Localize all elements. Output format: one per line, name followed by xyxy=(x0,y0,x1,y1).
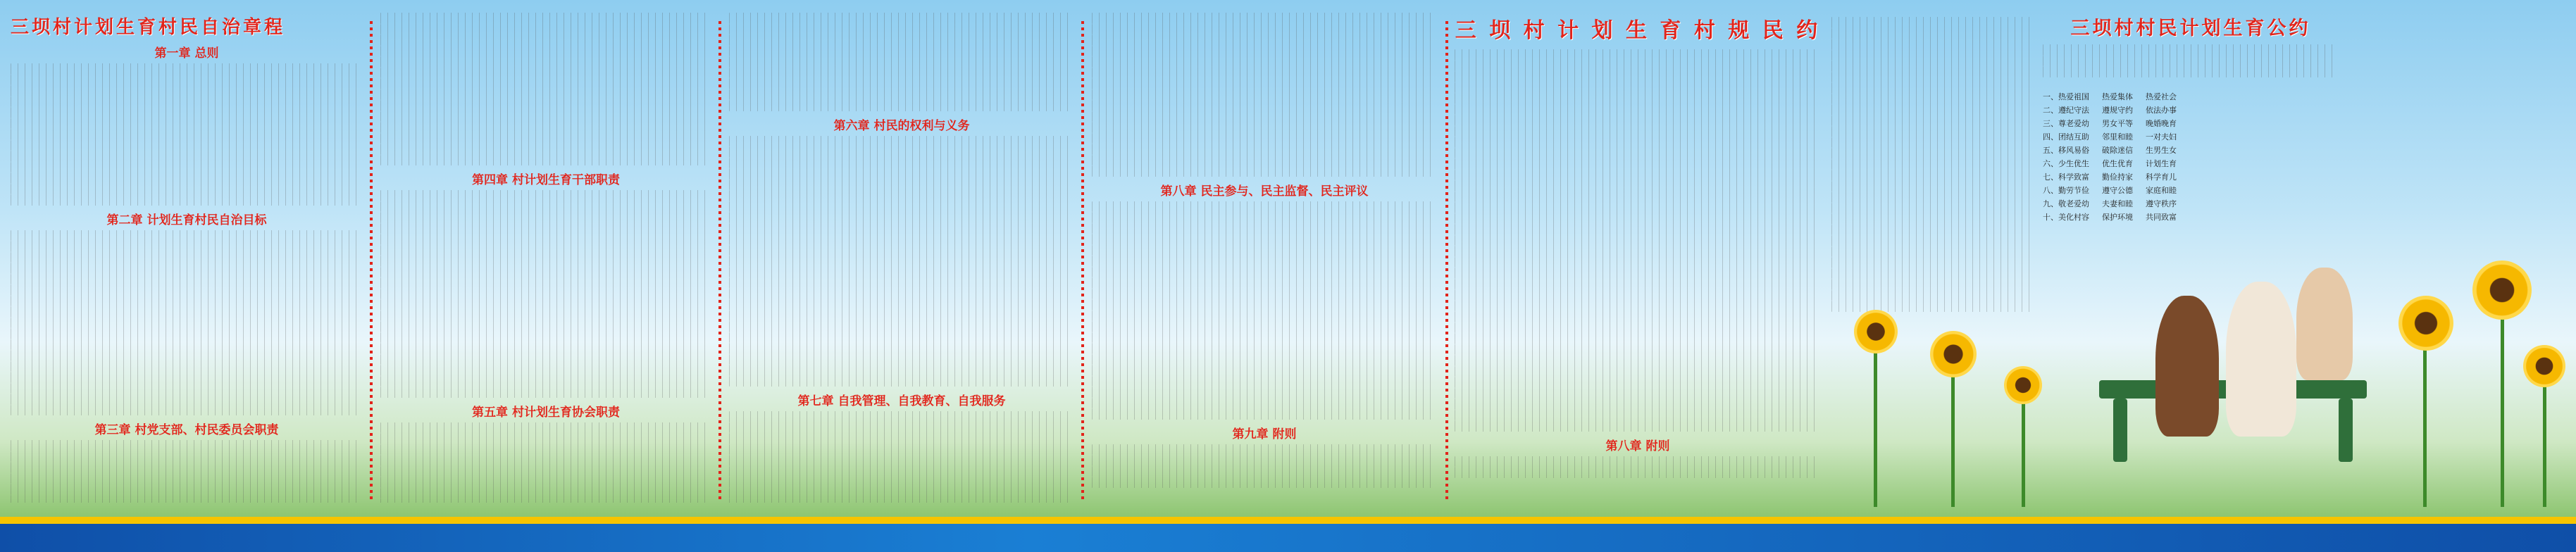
rule-item: 晚婚晚育 xyxy=(2146,119,2177,128)
rule-item: 六、少生优生 xyxy=(2043,159,2089,168)
panel-charter-1 xyxy=(11,13,363,503)
panel-village-rules xyxy=(1455,13,1821,503)
park-bench-legs xyxy=(2339,399,2353,462)
panel-charter-4 xyxy=(1092,13,1437,503)
rule-item: 二、遵纪守法 xyxy=(2043,106,2089,115)
rule-item: 邻里和睦 xyxy=(2102,132,2133,142)
decorative-band xyxy=(0,517,2576,524)
dotted-divider xyxy=(370,21,373,503)
decorative-band xyxy=(0,524,2576,552)
sunflower-icon xyxy=(2004,366,2042,404)
panel-title: 三坝村计划生育村民自治章程 xyxy=(11,17,286,38)
family-member xyxy=(2155,296,2219,437)
rule-item: 一、热爱祖国 xyxy=(2043,92,2089,101)
rule-item: 保护环境 xyxy=(2102,213,2133,222)
rule-item: 遵守公德 xyxy=(2102,186,2133,195)
pact-rules xyxy=(2043,90,2339,224)
rules-left-column xyxy=(2043,90,2089,224)
dotted-divider xyxy=(1081,21,1084,503)
chapter-heading: 第八章 民主参与、民主监督、民主评议 xyxy=(1160,184,1369,199)
rule-item: 遵规守约 xyxy=(2102,106,2133,115)
dotted-divider xyxy=(718,21,721,503)
rule-item: 生男生女 xyxy=(2146,146,2177,155)
rule-item: 勤俭持家 xyxy=(2102,172,2133,182)
rule-item: 一对夫妇 xyxy=(2146,132,2177,142)
chapter-heading: 第六章 村民的权利与义务 xyxy=(833,118,970,133)
rule-item: 八、勤劳节俭 xyxy=(2043,186,2089,195)
chapter-heading: 第一章 总则 xyxy=(154,46,219,61)
sunflower-icon xyxy=(2523,345,2565,387)
chapter-heading: 第五章 村计划生育协会职责 xyxy=(472,405,620,420)
rule-item: 夫妻和睦 xyxy=(2102,199,2133,208)
rule-item: 热爱集体 xyxy=(2102,92,2133,101)
chapter-heading: 第三章 村党支部、村民委员会职责 xyxy=(94,423,279,437)
park-bench-legs xyxy=(2113,399,2127,462)
rule-item: 共同致富 xyxy=(2146,213,2177,222)
family-member xyxy=(2296,268,2353,380)
rule-item: 依法办事 xyxy=(2146,106,2177,115)
rule-item: 四、团结互助 xyxy=(2043,132,2089,142)
panel-charter-2 xyxy=(380,13,711,503)
rule-item: 遵守秩序 xyxy=(2146,199,2177,208)
rule-item: 七、科学致富 xyxy=(2043,172,2089,182)
chapter-heading: 第八章 附则 xyxy=(1605,439,1670,453)
sunflower-icon xyxy=(1930,331,1977,377)
sunflower-icon xyxy=(2398,296,2453,351)
family-sunflower-photo xyxy=(1846,253,2571,507)
rule-item: 优生优育 xyxy=(2102,159,2133,168)
chapter-heading: 第九章 附则 xyxy=(1232,427,1297,441)
rule-item: 五、移风易俗 xyxy=(2043,146,2089,155)
chapter-heading: 第七章 自我管理、自我教育、自我服务 xyxy=(797,394,1006,408)
family-member xyxy=(2226,282,2296,437)
panel-charter-3 xyxy=(729,13,1074,503)
rules-mid-column xyxy=(2102,90,2133,224)
rule-item: 计划生育 xyxy=(2146,159,2177,168)
sunflower-icon xyxy=(2472,261,2532,320)
rule-item: 三、尊老爱幼 xyxy=(2043,119,2089,128)
chapter-heading: 第四章 村计划生育干部职责 xyxy=(472,173,620,187)
rule-item: 科学育儿 xyxy=(2146,172,2177,182)
rule-item: 九、敬老爱幼 xyxy=(2043,199,2089,208)
panel-title: 三 坝 村 计 划 生 育 村 规 民 约 xyxy=(1455,18,1821,43)
dotted-divider xyxy=(1445,21,1448,503)
rule-item: 男女平等 xyxy=(2102,119,2133,128)
rule-item: 家庭和睦 xyxy=(2146,186,2177,195)
rules-right-column xyxy=(2146,90,2177,224)
chapter-heading: 第二章 计划生育村民自治目标 xyxy=(106,213,267,227)
rule-item: 破除迷信 xyxy=(2102,146,2133,155)
rule-item: 十、美化村容 xyxy=(2043,213,2089,222)
panel-title: 三坝村村民计划生育公约 xyxy=(2070,18,2311,39)
rule-item: 热爱社会 xyxy=(2146,92,2177,101)
sunflower-icon xyxy=(1854,310,1898,353)
